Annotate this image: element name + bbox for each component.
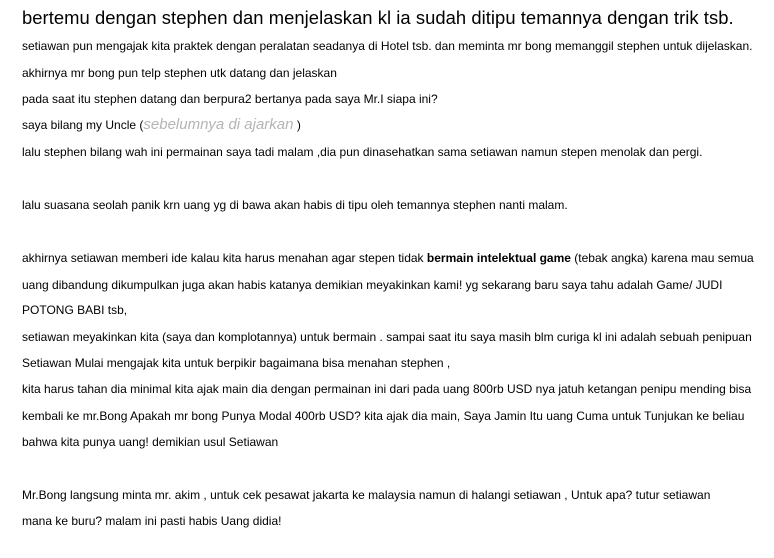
paragraph-line: setiawan meyakinkan kita (saya dan komplotannya) untuk bermain . sampai saat itu saya masih blm curiga kl ini adalah sebuah penipuan	[22, 330, 752, 344]
paragraph-line: uang dibandung dikumpulkan juga akan habis katanya demikian meyakinkan kami! yg sekarang baru saya tahu adalah Game/ JUDI	[22, 278, 723, 292]
paragraph-line: setiawan pun mengajak kita praktek dengan peralatan seadanya di Hotel tsb. dan meminta mr bong memanggil stephen untuk dijelaskan.	[22, 39, 753, 53]
paragraph-line: lalu suasana seolah panik krn uang yg di bawa akan habis di tipu oleh temannya stephen nanti malam.	[22, 198, 568, 212]
paragraph-line: lalu stephen bilang wah ini permainan saya tadi malam ,dia pun dinasehatkan sama setiawan namun stepen menolak dan pergi.	[22, 145, 703, 159]
paragraph-line: bahwa kita punya uang! demikian usul Setiawan	[22, 435, 279, 449]
line-text: (tebak angka) karena mau semua	[570, 251, 754, 265]
headline: bertemu dengan stephen dan menjelaskan kl ia sudah ditipu temannya dengan trik tsb.	[22, 7, 734, 28]
paragraph-line: akhirnya mr bong pun telp stephen utk datang dan jelaskan	[22, 66, 337, 80]
line-text: akhirnya setiawan memberi ide kalau kita harus menahan agar stepen tidak	[22, 251, 427, 265]
paragraph-line: POTONG BABI tsb,	[22, 303, 128, 317]
bold-phrase: bermain intelektual game	[426, 251, 571, 265]
paragraph-line	[22, 249, 754, 267]
line-text: )	[293, 118, 301, 132]
cutoff-previous-line	[22, 0, 762, 1]
paragraph-line: mana ke buru? malam ini pasti habis Uang didia!	[22, 514, 282, 528]
paragraph-line: Mr.Bong langsung minta mr. akim , untuk cek pesawat jakarta ke malaysia namun di halangi setiawan , Untuk apa? tutur setiawan	[22, 488, 711, 502]
paragraph-line: Setiawan Mulai mengajak kita untuk berpikir bagaimana bisa menahan stephen ,	[22, 356, 451, 370]
paragraph-line: kembali ke mr.Bong Apakah mr bong Punya Modal 400rb USD? kita ajak dia main, Saya Jamin Itu uang Cuma untuk Tunjukan ke beliau	[22, 409, 745, 423]
paragraph-line	[22, 116, 301, 134]
line-text: saya bilang my Uncle (	[22, 118, 144, 132]
faded-note: sebelumnya di ajarkan	[143, 116, 294, 133]
paragraph-line: pada saat itu stephen datang dan berpura2 bertanya pada saya Mr.I siapa ini?	[22, 92, 438, 106]
paragraph-line: kita harus tahan dia minimal kita ajak main dia dengan permainan ini dari pada uang 800rb USD nya jatuh ketangan penipu mending bisa	[22, 382, 752, 396]
